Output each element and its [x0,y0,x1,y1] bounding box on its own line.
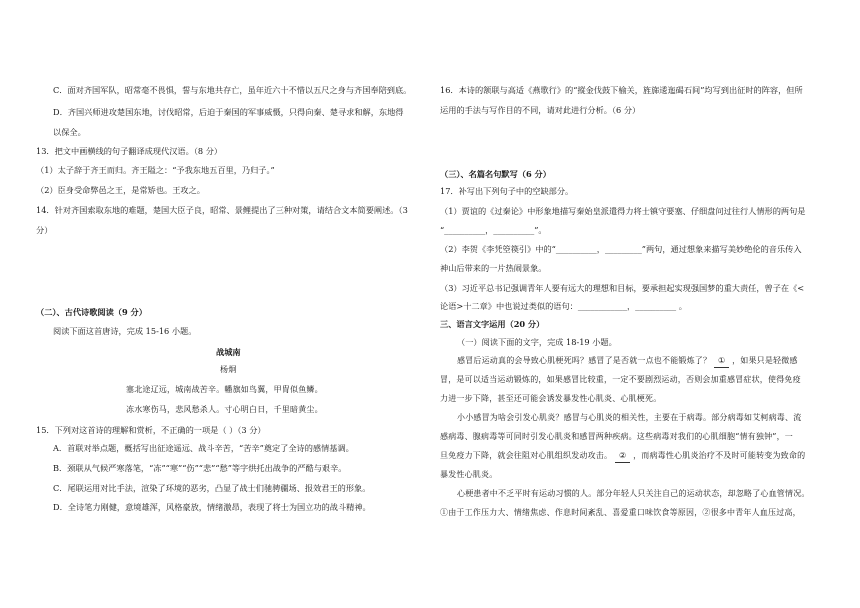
section3-title: （三）、名篇名句默写（6 分） [440,169,551,179]
para2-line3 [440,450,805,463]
q15-option-a: A．首联对举点题，概括写出征途遥远、战斗辛苦，“苦辛”奠定了全诗的感情基调。 [53,443,354,453]
question-17-1-blank: “__________，__________”。 [440,225,547,235]
question-13-2: （2）臣身受命弊邑之王，是常矫也。王攻之。 [36,185,205,195]
question-17-3-blank: 论语>十二章》中也说过类似的语句：____________，__________ 。 [440,301,687,311]
poem-author: 杨炯 [220,365,237,374]
question-13-1: （1）太子辞于齐王而归。齐王隘之：“予我东地五百里，乃归子。” [36,165,275,175]
para1-line2: 冒，是可以适当运动锻炼的，如果感冒比较重，一定不要剧烈运动，否则会加重感冒症状，使得免疫 [440,375,801,384]
para2-line3-tail: ，而病毒性心肌炎治疗不及时可能转变为致命的 [633,451,806,460]
para1-line1 [457,355,798,368]
question-16: 16．本诗的颔联与高适《燕歌行》的“摐金伐鼓下榆关，旌旆逶迤碣石间”均写到出征时的阵容，但所 [440,85,803,95]
question-17-2-cont: 神山后带来的一片热闹景象。 [440,263,547,273]
para1-line1-text: 感冒后运动真的会导致心肌梗死吗？感冒了是否就一点也不能锻炼了？ [457,356,712,365]
para1-line3: 力进一步下降，甚至还可能会诱发暴发性心肌炎、心肌梗死。 [440,394,662,403]
poem-title: 战城南 [216,347,241,357]
para1-line1-tail: ，如果只是轻微感 [732,356,798,365]
para3-line2: ①由于工作压力大、情绪焦虑、作息时间紊乱、喜爱重口味饮食等原因，②很多中青年人血压过高， [440,508,801,517]
para2-line3-text: 旦免疫力下降，就会往阻对心肌组织发动攻击。 [440,451,613,460]
option-d-line: D．齐国兴师进攻楚国东地，讨伐昭常，后迫于秦国的军事威慑，只得向秦、楚寻求和解，东地得 [53,107,404,117]
q15-option-b: B．颈联从气候严寒落笔，“冻”“寒”“伤”“悲”“愁”等字烘托出战争的严酷与艰辛。 [53,463,347,473]
question-14: 14．针对齐国索取东地的难题，楚国大臣子良，昭常、景鲤提出了三种对策，请结合文本简要阐述。（3 [36,205,408,215]
para2-line2: 感病毒、腺病毒等可同时引发心肌炎和感冒两种疾病。这些病毒对我们的心肌细胞“情有独钟”，一 [440,432,793,441]
section4-title: 三、语言文字运用（20 分） [440,319,545,329]
option-c-line: C．面对齐国军队，昭常毫不畏惧，誓与东地共存亡，虽年近六十不惜以五尺之身与齐国奉陪到底。 [53,85,412,95]
question-17-1: （1）贾谊的《过秦论》中形象地描写秦始皇派遣得力将士镇守要塞、仔细盘问过往行人情形的两句是 [440,206,806,216]
para3-line1: 心梗患者中不乏平时有运动习惯的人。部分年轻人只关注自己的运动状态，却忽略了心血管情况。 [457,489,810,498]
poem-line-1: 塞北途辽远，城南战苦辛。幡旗如鸟翼，甲胄似鱼鳞。 [126,385,323,394]
question-17: 17．补写出下列句子中的空缺部分。 [440,186,574,196]
q15-option-c: C．尾联运用对比手法，渲染了环境的恶劣，凸显了战士们驰骋疆场、报效君王的形象。 [53,483,371,493]
option-d-cont: 以保全。 [53,127,86,137]
section2-title: （二）、古代诗歌阅读（9 分） [36,307,147,317]
poem-line-2: 冻水寒伤马，悲风愁杀人。寸心明白日，千里暗黄尘。 [126,405,323,414]
question-17-2: （2）李贺《李凭箜篌引》中的“__________，_________”两句，通过想象来描写美妙绝伦的音乐传入 [440,244,802,254]
section4-intro: （一）阅读下面的文字，完成 18-19 小题。 [457,337,617,347]
blank-2-marker: ② [615,450,630,463]
question-16-cont: 运用的手法与写作目的不同，请对此进行分析。（6 分） [440,105,641,115]
q15-option-d: D．全诗笔力刚健，意境雄浑，风格豪放，情绪激昂，表现了将士为国立功的战斗精神。 [53,502,371,512]
para2-line1: 小小感冒为啥会引发心肌炎？感冒与心肌炎的相关性，主要在于病毒。部分病毒如艾柯病毒、流 [457,413,802,422]
section2-intro: 阅读下面这首唐诗，完成 15-16 小题。 [53,326,197,336]
question-15: 15．下列对这首诗的理解和赏析，不正确的一项是（ ）（3 分） [36,425,266,435]
question-17-3: （3）习近平总书记强调青年人要有远大的理想和目标，要承担起实现强国梦的重大责任，曾子在《< [440,283,805,293]
question-14-cont: 分） [36,225,53,235]
question-13: 13．把文中画横线的句子翻译成现代汉语。（8 分） [36,146,223,156]
para2-line4: 暴发性心肌炎。 [440,470,498,479]
blank-1-marker: ① [714,355,729,368]
